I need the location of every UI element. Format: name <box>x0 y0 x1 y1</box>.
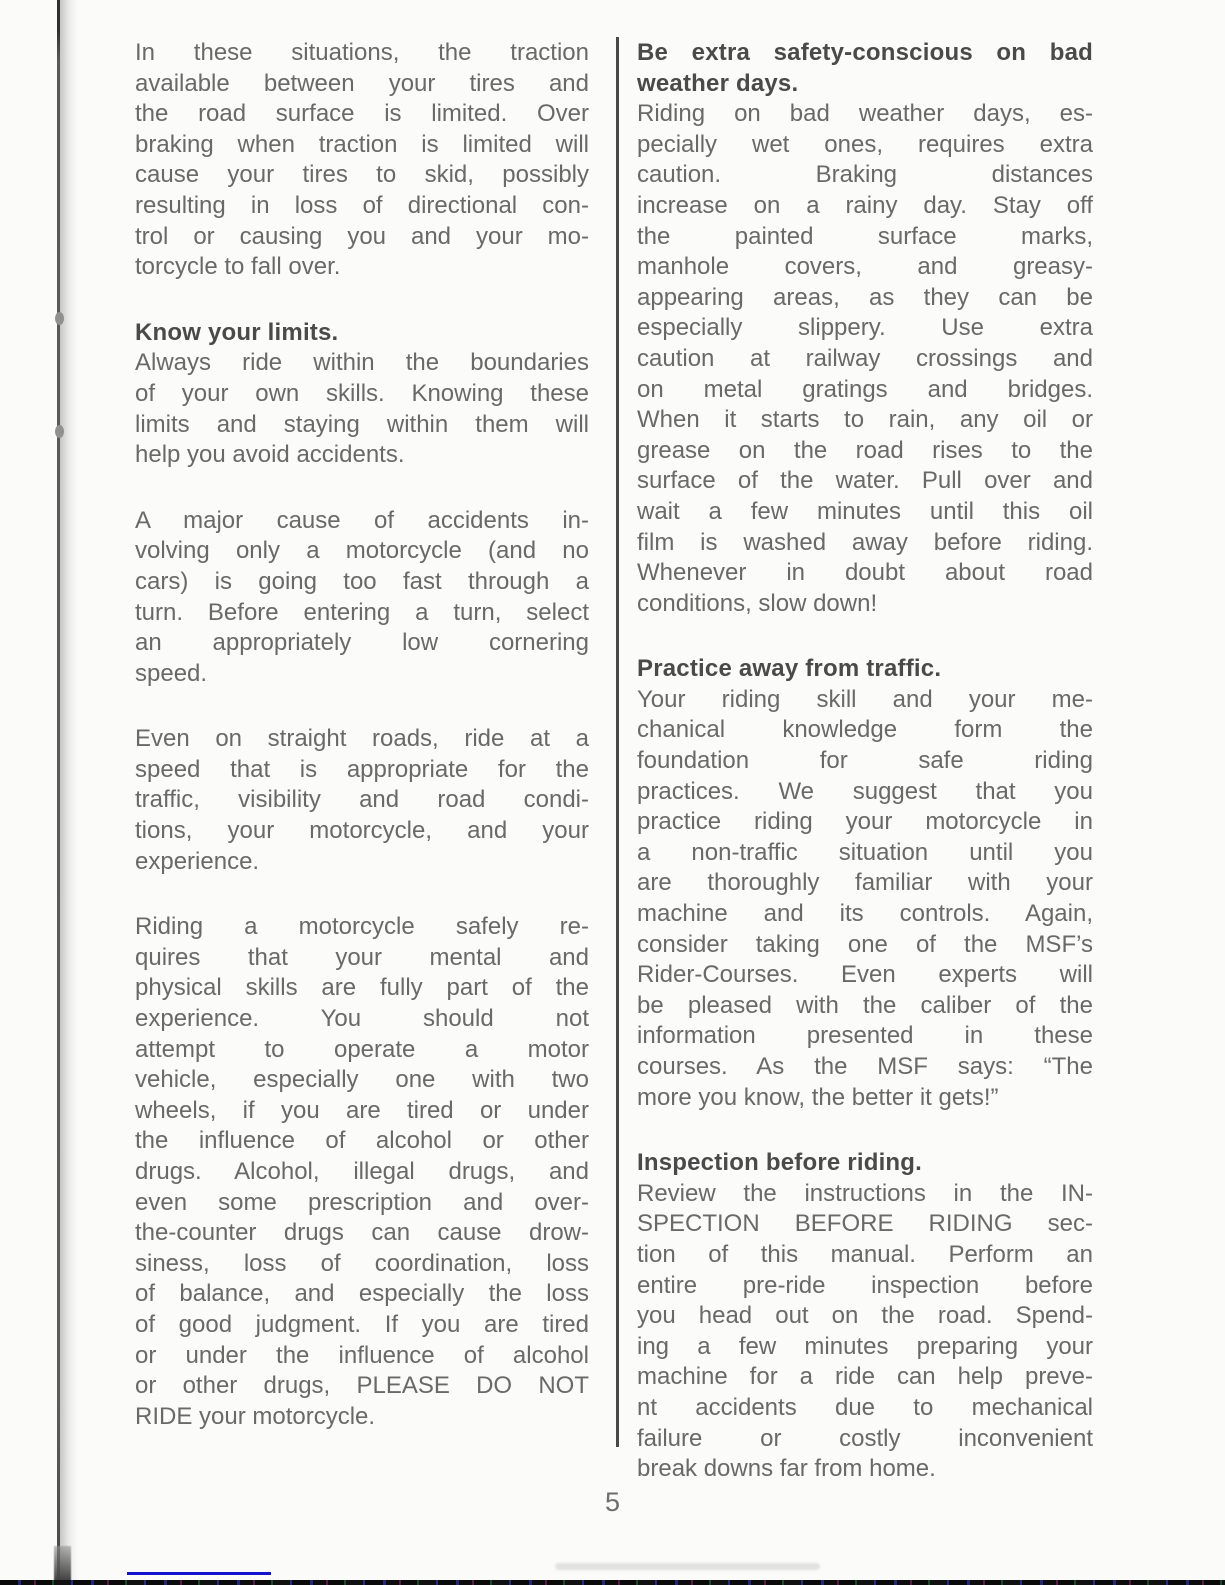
section-heading <box>135 318 589 349</box>
text-line: on metal gratings and bridges. <box>637 375 1093 403</box>
text-line: or under the influence of alcohol <box>135 1341 589 1369</box>
text-line: speed. <box>135 659 208 687</box>
text-line: machine and its controls. Again, <box>637 900 1093 928</box>
text-line: cars) is going too fast through a <box>135 567 589 595</box>
text-line: Review the instructions in the IN- <box>637 1179 1093 1207</box>
text-line: an appropriately low cornering <box>135 629 589 657</box>
right-text-column <box>637 38 1093 1520</box>
text-line: machine for a ride can help preve- <box>637 1363 1093 1391</box>
text-line: manhole covers, and greasy- <box>637 253 1093 281</box>
section-heading <box>637 38 1093 99</box>
text-line: A major cause of accidents in- <box>135 506 589 534</box>
body-paragraph <box>135 724 589 877</box>
scan-edge-mark <box>55 425 64 438</box>
text-line: In these situations, the traction <box>135 39 589 66</box>
text-line: attempt to operate a motor <box>135 1035 589 1063</box>
text-line: a non-traffic situation until you <box>637 838 1093 866</box>
scan-edge-smudge <box>54 1546 71 1582</box>
page-number: 5 <box>604 1487 621 1517</box>
scan-bottom-smudge <box>555 1563 820 1570</box>
text-line: entire pre-ride inspection before <box>637 1271 1093 1299</box>
text-line: Riding on bad weather days, es- <box>637 100 1093 128</box>
body-paragraph <box>135 912 589 1432</box>
column-divider-rule <box>616 37 619 1447</box>
text-line: consider taking one of the MSF’s <box>637 930 1093 958</box>
text-line: practices. We suggest that you <box>637 777 1093 805</box>
text-line: trol or causing you and your mo- <box>135 222 589 250</box>
heading-line: Be extra safety-conscious on bad <box>637 39 1093 66</box>
text-line: especially slippery. Use extra <box>637 314 1093 342</box>
text-line: siness, loss of coordination, loss <box>135 1249 589 1277</box>
text-line: available between your tires and <box>135 69 589 97</box>
text-line: ing a few minutes preparing your <box>637 1332 1093 1360</box>
body-paragraph <box>637 685 1093 1113</box>
text-line: be pleased with the caliber of the <box>637 991 1093 1019</box>
text-line: of your own skills. Knowing these <box>135 379 589 407</box>
text-line: RIDE your motorcycle. <box>135 1402 376 1430</box>
scan-bottom-edge <box>0 1580 1225 1585</box>
body-paragraph <box>135 506 589 690</box>
text-line: turn. Before entering a turn, select <box>135 598 589 626</box>
text-line: Rider-Courses. Even experts will <box>637 961 1093 989</box>
text-line: the influence of alcohol or other <box>135 1127 589 1155</box>
body-paragraph <box>637 99 1093 619</box>
heading-line: Inspection before riding. <box>637 1149 923 1177</box>
text-line: film is washed away before riding. <box>637 528 1093 556</box>
text-line: tions, your motorcycle, and your <box>135 817 589 845</box>
text-line: traffic, visibility and road condi- <box>135 786 589 814</box>
text-line: the-counter drugs can cause drow- <box>135 1219 589 1247</box>
text-line: limits and staying within them will <box>135 410 589 438</box>
text-line: Always ride within the boundaries <box>135 349 589 377</box>
text-line: chanical knowledge form the <box>637 716 1093 744</box>
text-line: resulting in loss of directional con- <box>135 191 589 219</box>
text-line: cause your tires to skid, possibly <box>135 161 589 189</box>
scan-left-edge-shadow <box>60 0 78 1585</box>
section-heading <box>637 654 1093 685</box>
text-line: tion of this manual. Perform an <box>637 1240 1093 1268</box>
text-line: experience. <box>135 847 260 875</box>
text-line: SPECTION BEFORE RIDING sec- <box>637 1210 1093 1238</box>
text-line: you head out on the road. Spend- <box>637 1302 1093 1330</box>
text-line: caution at railway crossings and <box>637 344 1093 372</box>
text-line: increase on a rainy day. Stay off <box>637 191 1093 219</box>
text-line: break downs far from home. <box>637 1455 936 1483</box>
text-line: practice riding your motorcycle in <box>637 808 1093 836</box>
text-line: help you avoid accidents. <box>135 441 405 469</box>
heading-line: Practice away from traffic. <box>637 655 942 683</box>
text-line: or other drugs, PLEASE DO NOT <box>135 1372 589 1400</box>
body-paragraph <box>637 1179 1093 1485</box>
text-line: conditions, slow down! <box>637 589 878 617</box>
text-line: quires that your mental and <box>135 943 589 971</box>
text-line: experience. You should not <box>135 1005 589 1033</box>
text-line: nt accidents due to mechanical <box>637 1393 1093 1421</box>
text-line: vehicle, especially one with two <box>135 1066 589 1094</box>
text-line: wait a few minutes until this oil <box>637 497 1093 525</box>
text-line: drugs. Alcohol, illegal drugs, and <box>135 1158 589 1185</box>
heading-line: Know your limits. <box>135 318 339 346</box>
heading-line: weather days. <box>637 69 799 97</box>
text-line: Whenever in doubt about road <box>637 559 1093 587</box>
text-line: courses. As the MSF says: “The <box>637 1053 1093 1080</box>
text-line: even some prescription and over- <box>135 1188 589 1216</box>
text-line: of good judgment. If you are tired <box>135 1310 589 1338</box>
body-paragraph <box>135 348 589 470</box>
text-line: Your riding skill and your me- <box>637 685 1093 713</box>
text-line: information presented in these <box>637 1022 1093 1050</box>
left-text-column <box>135 38 589 1467</box>
text-line: torcycle to fall over. <box>135 253 341 281</box>
text-line: Riding a motorcycle safely re- <box>135 913 589 941</box>
text-line: more you know, the better it gets!” <box>637 1083 999 1111</box>
text-line: are thoroughly familiar with your <box>637 869 1093 897</box>
text-line: failure or costly inconvenient <box>637 1424 1093 1452</box>
text-line: speed that is appropriate for the <box>135 755 589 783</box>
text-line: of balance, and especially the loss <box>135 1280 589 1308</box>
scan-edge-mark <box>55 312 64 325</box>
text-line: pecially wet ones, requires extra <box>637 130 1093 158</box>
text-line: foundation for safe riding <box>637 747 1093 775</box>
text-line: appearing areas, as they can be <box>637 283 1093 311</box>
text-line: the painted surface marks, <box>637 222 1093 250</box>
text-line: Even on straight roads, ride at a <box>135 725 589 753</box>
text-line: physical skills are fully part of the <box>135 974 589 1002</box>
text-line: caution. Braking distances <box>637 161 1093 189</box>
text-line: grease on the road rises to the <box>637 436 1093 464</box>
text-line: wheels, if you are tired or under <box>135 1096 589 1124</box>
scan-blue-underline <box>127 1572 271 1575</box>
text-line: braking when traction is limited will <box>135 130 589 158</box>
text-line: When it starts to rain, any oil or <box>637 406 1093 434</box>
section-heading <box>637 1148 1093 1179</box>
text-line: surface of the water. Pull over and <box>637 467 1093 495</box>
text-line: volving only a motorcycle (and no <box>135 537 589 565</box>
text-line: the road surface is limited. Over <box>135 100 589 128</box>
body-paragraph <box>135 38 589 283</box>
